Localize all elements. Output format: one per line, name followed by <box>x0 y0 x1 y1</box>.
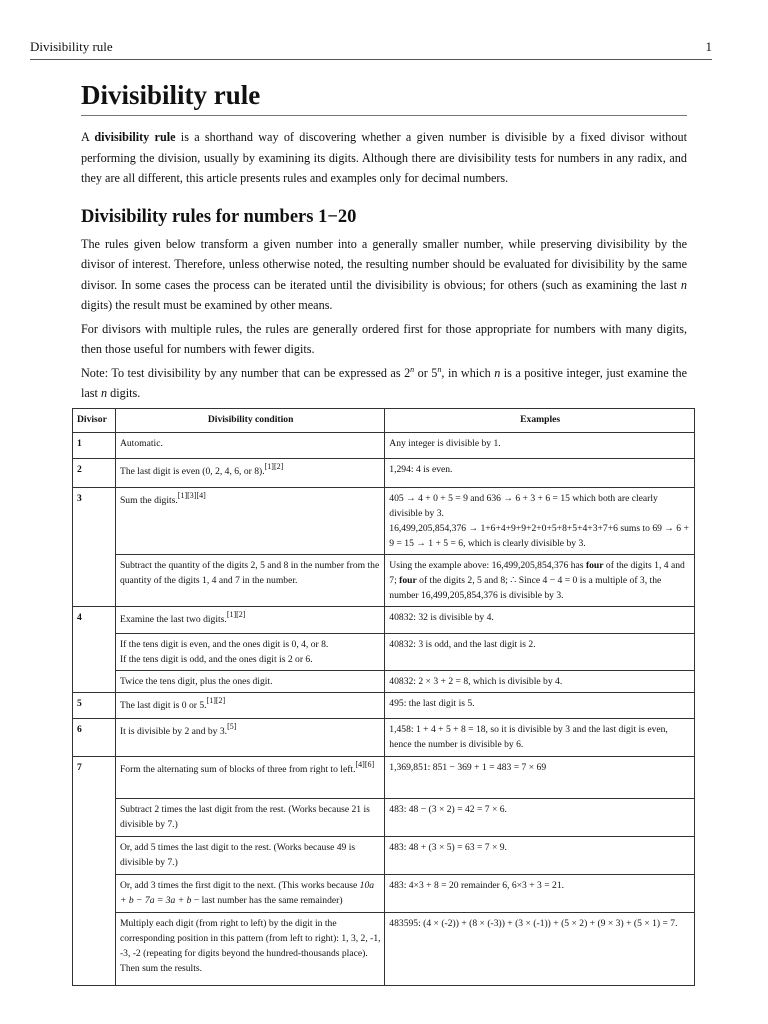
note-text-a: Note: To test divisibility by any number that can be expressed as 2 <box>81 365 411 380</box>
divisor-cell: 4 <box>73 607 116 693</box>
condition-cell <box>115 719 384 757</box>
note-text-d: is a positive integer, just examine the last <box>81 365 688 400</box>
example-cell: 495: the last digit is 5. <box>385 693 695 719</box>
condition-cell <box>115 607 384 634</box>
article-body <box>81 76 687 404</box>
note-text-c: , in which <box>441 365 495 380</box>
example-text: of the digits 1, 4 and 7; <box>389 560 685 586</box>
condition-text: Sum the digits. <box>119 495 178 506</box>
example-cell <box>385 555 695 607</box>
note-text-e: digits. <box>107 386 141 400</box>
example-line: 16,499,205,854,376 → 1+6+4+9+9+2+0+5+8+5+4+3+7+6 sums to 69 → 6 + 9 = 15 → 1 + 5 = 6, which is clearly divisible by 3. <box>389 523 689 549</box>
table-row <box>73 488 695 555</box>
example-cell: 1,294: 4 is even. <box>385 459 695 488</box>
table-row <box>73 634 695 671</box>
condition-text: The last digit is 0 or 5. <box>119 700 207 711</box>
divisor-cell: 5 <box>73 693 116 719</box>
running-head-title: Divisibility rule <box>30 39 113 54</box>
running-header <box>30 37 712 60</box>
table-row <box>73 913 695 986</box>
table-row <box>73 837 695 875</box>
condition-cell <box>115 757 384 799</box>
example-cell: 483595: (4 × (-2)) + (8 × (-3)) + (3 × (-1)) + (5 × 2) + (9 × 3) + (5 × 1) = 7. <box>385 913 695 986</box>
divisor-cell: 1 <box>73 433 116 459</box>
table-header-row <box>73 409 695 433</box>
note-text-b: or 5 <box>414 365 438 380</box>
table-row <box>73 875 695 913</box>
condition-cell <box>115 875 384 913</box>
condition-formula: 10a + b − 7a = 3a + b <box>119 880 375 906</box>
note-paragraph <box>81 363 687 404</box>
condition-cell <box>115 634 384 671</box>
example-bold: four <box>399 575 417 586</box>
header-divisor: Divisor <box>73 409 116 433</box>
condition-cell <box>115 693 384 719</box>
table-row <box>73 459 695 488</box>
intro-rest: is a shorthand way of discovering whether a given number is divisible by a fixed divisor without performing the division, usually by examining its digits. Although there are divisibility tests for numbers in any radix, and they are all different, this article presents rules and examples only for decimal numbers. <box>81 130 687 185</box>
condition-cell: Or, add 5 times the last digit to the rest. (Works because 49 is divisible by 7.) <box>115 837 384 875</box>
section-paragraph-1 <box>81 234 687 316</box>
page-title: Divisibility rule <box>81 76 687 116</box>
section-paragraph-2: For divisors with multiple rules, the rules are generally ordered first for those appropriate for numbers with many digits, then those useful for numbers with fewer digits. <box>81 321 687 356</box>
section-heading: Divisibility rules for numbers 1−20 <box>81 206 357 227</box>
header-examples: Examples <box>385 409 695 433</box>
example-cell: 40832: 32 is divisible by 4. <box>385 607 695 634</box>
note-italic-n: n <box>494 365 501 380</box>
example-cell: 1,369,851: 851 − 369 + 1 = 483 = 7 × 69 <box>385 757 695 799</box>
condition-cell: Automatic. <box>115 433 384 459</box>
page-number: 1 <box>705 39 712 54</box>
table-row <box>73 693 695 719</box>
condition-text: − last number has the same remainder) <box>191 895 343 906</box>
example-cell: Any integer is divisible by 1. <box>385 433 695 459</box>
table-row <box>73 671 695 693</box>
condition-cell <box>115 459 384 488</box>
example-text: of the digits 2, 5 and 8; ∴ Since 4 − 4 = 0 is a multiple of 3, the number 16,499,205,854,376 is divisible by 3. <box>389 575 662 601</box>
example-cell: 40832: 3 is odd, and the last digit is 2. <box>385 634 695 671</box>
note-exponent-1: n <box>410 364 415 374</box>
condition-cell: Subtract the quantity of the digits 2, 5 and 8 in the number from the quantity of the digits 1, 4 and 7 in the number. <box>115 555 384 607</box>
citation-ref: [1][2] <box>206 696 226 705</box>
condition-text: The last digit is even (0, 2, 4, 6, or 8). <box>119 466 265 477</box>
example-cell: 483: 48 − (3 × 2) = 42 = 7 × 6. <box>385 799 695 837</box>
header-condition: Divisibility condition <box>115 409 384 433</box>
condition-text: It is divisible by 2 and by 3. <box>119 726 228 737</box>
intro-paragraph <box>81 127 687 189</box>
condition-cell <box>115 488 384 555</box>
citation-ref: [1][3][4] <box>177 491 206 500</box>
condition-cell: Subtract 2 times the last digit from the rest. (Works because 21 is divisible by 7.) <box>115 799 384 837</box>
example-cell <box>385 488 695 555</box>
para1-text-b: digits) the result must be examined by other means. <box>81 298 333 312</box>
condition-text: Form the alternating sum of blocks of three from right to left. <box>119 764 356 775</box>
divisor-cell: 7 <box>73 757 116 986</box>
condition-line: If the tens digit is odd, and the ones digit is 2 or 6. <box>119 654 313 665</box>
para1-text-a: The rules given below transform a given number into a generally smaller number, while preserving divisibility by the divisor of interest. Therefore, unless otherwise noted, the resulting number should be evaluated for divisibility by the same divisor. In some cases the process can be iterated until the divisibility is obvious; for others (such as examining the last <box>81 236 687 292</box>
divisibility-table <box>72 408 695 986</box>
citation-ref: [5] <box>227 722 237 731</box>
divisor-cell: 6 <box>73 719 116 757</box>
condition-cell: Multiply each digit (from right to left) by the digit in the corresponding position in this pattern (from left to right): 1, 3, 2, -1, -3, -2 (repeating for digits beyond the hundred-thousands place). Then sum the results. <box>115 913 384 986</box>
divisor-cell: 3 <box>73 488 116 607</box>
note-italic-n2: n <box>100 386 108 400</box>
table-row <box>73 555 695 607</box>
table-row <box>73 799 695 837</box>
condition-text: Examine the last two digits. <box>119 614 227 625</box>
example-line: 405 → 4 + 0 + 5 = 9 and 636 → 6 + 3 + 6 = 15 which both are clearly divisible by 3. <box>389 493 658 519</box>
citation-ref: [1][2] <box>226 610 246 619</box>
citation-ref: [4][6] <box>355 760 375 769</box>
para1-italic-n: n <box>680 277 687 292</box>
citation-ref: [1][2] <box>264 462 284 471</box>
example-cell: 483: 48 + (3 × 5) = 63 = 7 × 9. <box>385 837 695 875</box>
example-cell: 1,458: 1 + 4 + 5 + 8 = 18, so it is divisible by 3 and the last digit is even, hence the number is divisible by 6. <box>385 719 695 757</box>
example-bold: four <box>585 560 604 571</box>
note-exponent-2: n <box>437 364 442 374</box>
table-row <box>73 607 695 634</box>
condition-text: Or, add 3 times the first digit to the next. (This works because <box>119 880 360 891</box>
intro-term: divisibility rule <box>94 130 176 144</box>
table-row <box>73 757 695 799</box>
condition-cell: Twice the tens digit, plus the ones digit. <box>115 671 384 693</box>
table-row <box>73 433 695 459</box>
divisor-cell: 2 <box>73 459 116 488</box>
example-text: Using the example above: 16,499,205,854,376 has <box>389 560 586 571</box>
condition-line: If the tens digit is even, and the ones digit is 0, 4, or 8. <box>119 639 329 650</box>
table-row <box>73 719 695 757</box>
intro-prefix: A <box>81 130 95 144</box>
example-cell: 483: 4×3 + 8 = 20 remainder 6, 6×3 + 3 = 21. <box>385 875 695 913</box>
example-cell: 40832: 2 × 3 + 2 = 8, which is divisible by 4. <box>385 671 695 693</box>
